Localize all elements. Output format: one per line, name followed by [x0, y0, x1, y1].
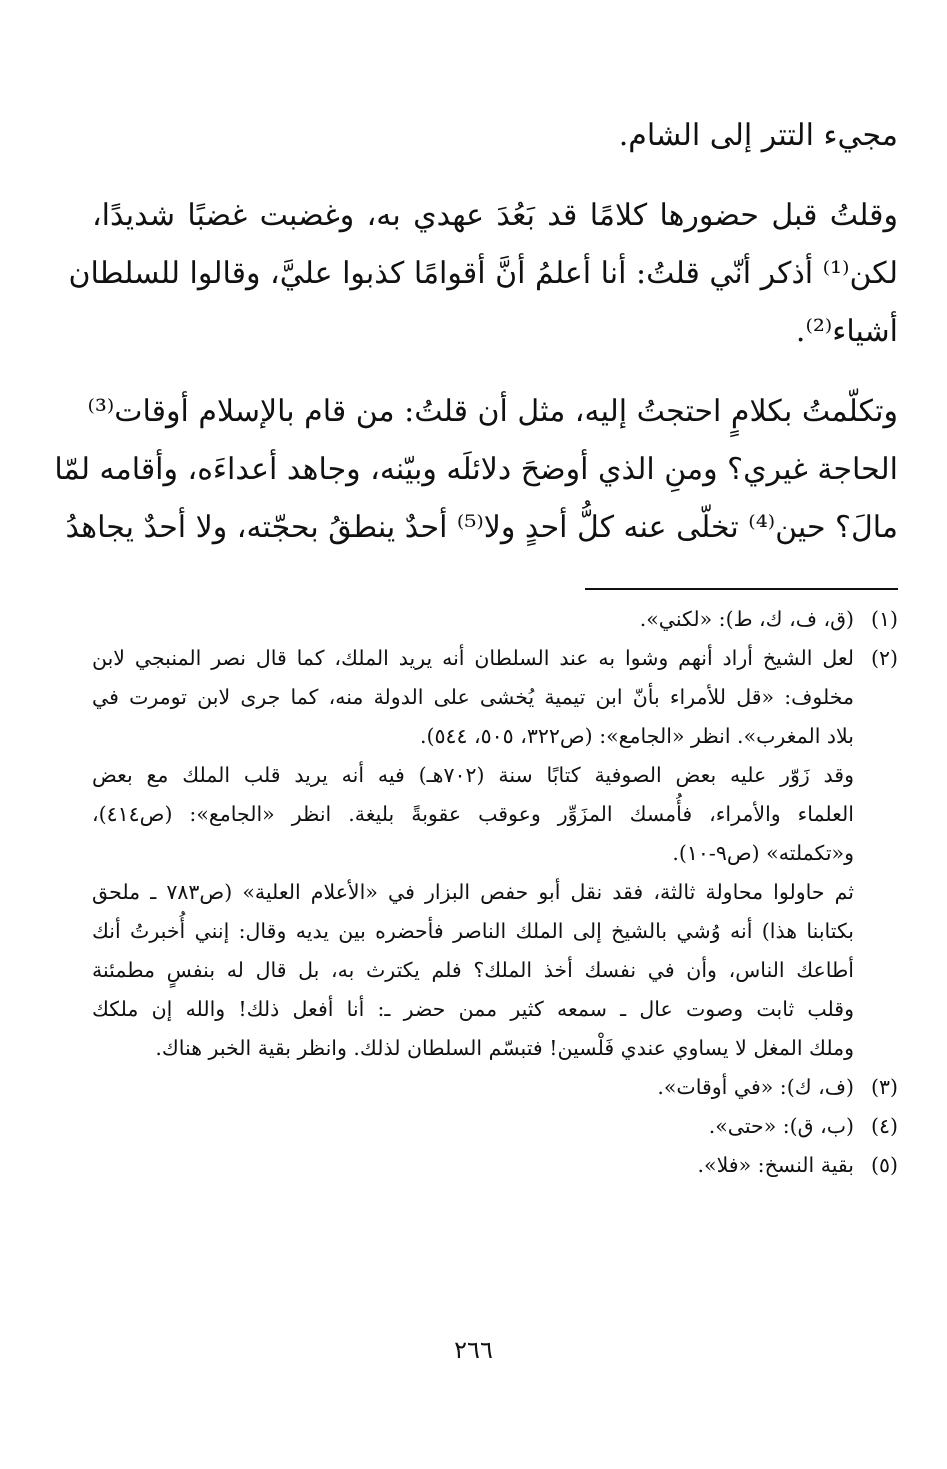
footnote-4 [92, 1113, 898, 1152]
footnote-number: (٣) [870, 1075, 898, 1099]
footnote-2-line-7: ثم حاولوا محاولة ثالثة، فقد نقل أبو حفص البزار في «الأعلام العلية» (ص٧٨٣ ـ ملحق [92, 880, 854, 904]
footnote-text: (ق، ف، ك، ط): «لكني». [639, 607, 854, 631]
footnote-2-line-8: بكتابنا هذا) أنه وُشي بالشيخ إلى الملك الناصر فأحضره بين يديه وقال: إنني أُخبرتُ أنك [92, 919, 854, 943]
main-text [54, 118, 898, 568]
footnote-2-line-9: أطاعك الناس، وأن في نفسك أخذ الملك؟ فلم يكترث به، بل قال له بنفسٍ مطمئنة [92, 958, 854, 982]
footnote-5 [92, 1152, 898, 1191]
footnote-2-line-10: وقلب ثابت وصوت عال ـ سمعه كثير ممن حضر ـ: أنا أفعل ذلك! والله إن ملكك [92, 997, 854, 1021]
footnote-number: (١) [870, 607, 898, 631]
body-line-1: مجيء التتر إلى الشام. [618, 118, 898, 153]
footnote-1 [92, 606, 898, 645]
footnote-number: (٢) [870, 646, 898, 670]
footnote-2-line-2: مخلوف: «قل للأمراء بأنّ ابن تيمية يُخشى على الدولة منه، كما جرى لابن تومرت في [92, 685, 854, 709]
footnote-2-line-4: وقد زَوّر عليه بعض الصوفية كتابًا سنة (٧٠٢هـ) فيه أنه يريد قلب الملك مع بعض [92, 763, 855, 787]
footnote-text: (ف، ك): «في أوقات». [657, 1075, 854, 1099]
body-line-6: الحاجة غيري؟ ومنِ الذي أوضحَ دلائلَه وبيّنه، وجاهد أعداءَه، وأقامه لمّا [54, 452, 898, 487]
footnote-2-line-6: و«تكملته» (ص٩-١٠). [672, 841, 854, 865]
footnote-2 [92, 645, 898, 684]
footnote-text: (ب، ق): «حتى». [708, 1114, 854, 1138]
footnote-2-line-11: وملك المغل لا يساوي عندي فَلْسين! فتبسّم السلطان لذلك. وانظر بقية الخبر هناك. [155, 1036, 854, 1060]
footnote-separator [585, 588, 898, 590]
footnote-number: (٥) [870, 1153, 898, 1177]
footnotes [92, 606, 898, 1191]
page-number: ٢٦٦ [454, 1336, 493, 1364]
footnote-2-line-5: العلماء والأمراء، فأُمسك المزَوِّر وعوقب عقوبةً بليغة. انظر «الجامع»: (ص٤١٤)، [92, 802, 854, 826]
footnote-text: لعل الشيخ أراد أنهم وشوا به عند السلطان أنه يريد الملك، كما قال نصر المنبجي لابن [92, 646, 854, 670]
body-line-4: أشياء⁽²⁾. [795, 314, 898, 349]
footnote-2-line-3: بلاد المغرب». انظر «الجامع»: (ص٣٢٢، ٥٠٥، ٥٤٤). [419, 724, 854, 748]
body-line-2: وقلتُ قبل حضورها كلامًا قد بَعُدَ عهدي به، وغضبت غضبًا شديدًا، [92, 198, 898, 233]
body-line-5: وتكلّمتُ بكلامٍ احتجتُ إليه، مثل أن قلتُ: من قام بالإسلام أوقات⁽³⁾ [87, 394, 898, 429]
footnote-number: (٤) [870, 1114, 898, 1138]
footnote-3 [92, 1074, 898, 1113]
footnote-text: بقية النسخ: «فلا». [697, 1153, 854, 1177]
body-line-3: لكن⁽¹⁾ أذكر أنّي قلتُ: أنا أعلمُ أنَّ أقوامًا كذبوا عليَّ، وقالوا للسلطان [68, 256, 898, 291]
body-line-7: مالَ؟ حين⁽⁴⁾ تخلّى عنه كلُّ أحدٍ ولا⁽⁵⁾ أحدٌ ينطقُ بحجّته، ولا أحدٌ يجاهدُ [65, 510, 898, 545]
